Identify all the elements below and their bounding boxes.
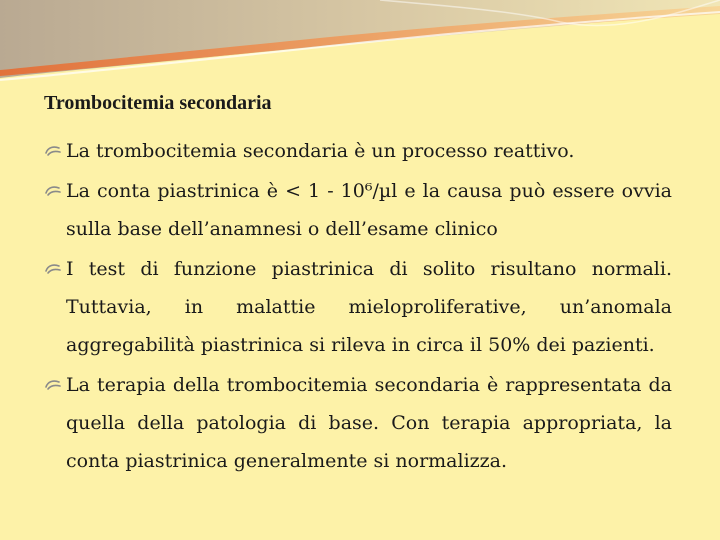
swirl-bullet-icon [44, 184, 62, 198]
bullet-item [44, 250, 672, 364]
decorative-banner [0, 0, 720, 90]
bullet-text: La conta piastrinica è < 1 - 10⁶/µl e la causa può essere ovvia sulla base dell’anamnesi o dell’esame clinico [66, 180, 672, 240]
bullet-item [44, 366, 672, 480]
bullet-list [44, 132, 672, 482]
bullet-text: La terapia della trombocitemia secondaria è rappresentata da quella della patologia di base. Con terapia appropriata, la conta piastrinica generalmente si normalizza. [66, 374, 672, 472]
bullet-text: I test di funzione piastrinica di solito risultano normali. Tuttavia, in malattie mieloproliferative, un’anomala aggregabilità piastrinica si rileva in circa il 50% dei pazienti. [66, 258, 672, 356]
swirl-bullet-icon [44, 262, 62, 276]
slide-title: Trombocitemia secondaria [44, 92, 272, 114]
swirl-bullet-icon [44, 144, 62, 158]
bullet-text: La trombocitemia secondaria è un processo reattivo. [66, 140, 575, 162]
bullet-item [44, 172, 672, 248]
bullet-item [44, 132, 672, 170]
swirl-bullet-icon [44, 378, 62, 392]
